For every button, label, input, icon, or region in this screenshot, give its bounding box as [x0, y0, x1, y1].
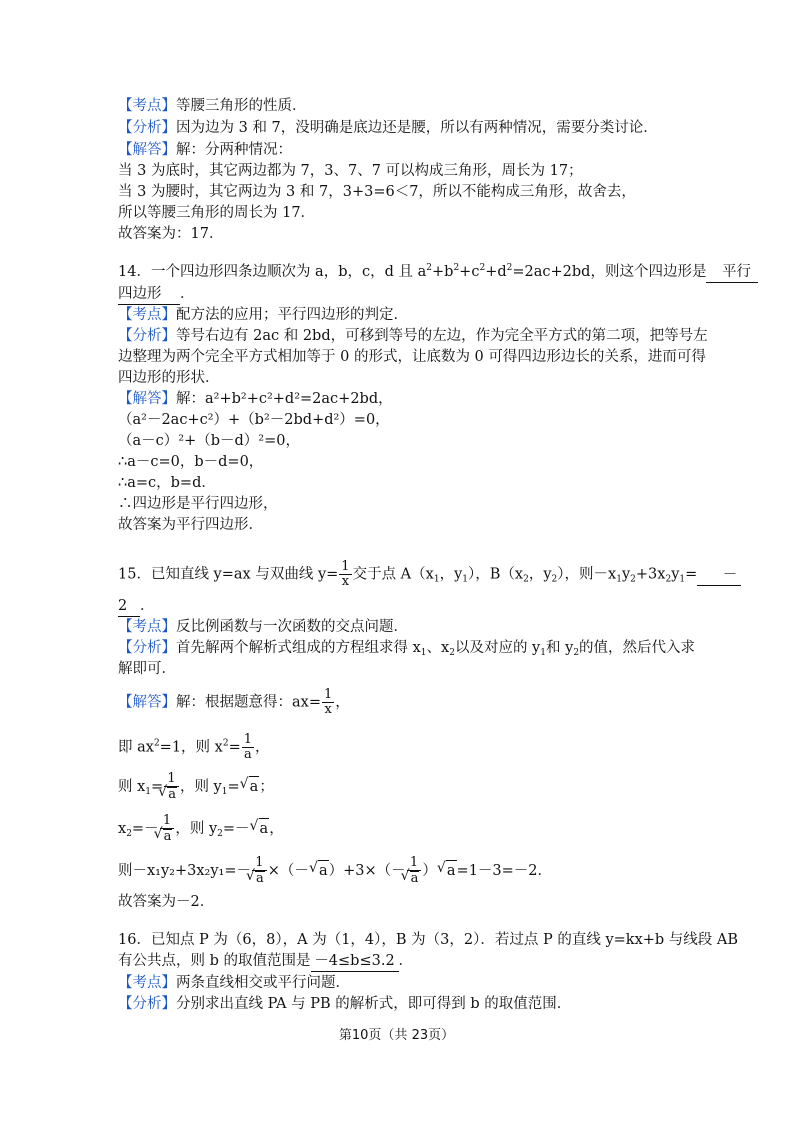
fraction-1-over-x: $\frac{1}{x}$ [341, 559, 350, 589]
p13-line3: 所以等腰三角形的周长为 17． [118, 205, 316, 221]
p14-answer: 故答案为平行四边形． [118, 517, 263, 533]
p14-kaodian: 配方法的应用；平行四边形的判定． [176, 307, 408, 323]
p15-fenxi5: 的值，然后代入求 [579, 640, 696, 656]
p15-jieda: 解：根据题意得：ax= [176, 694, 321, 711]
p16-kaodian: 两条直线相交或平行问题． [176, 975, 350, 991]
p15-s5c: ）+3×（－ [328, 863, 406, 879]
p15-answer-blank-2: 2 [118, 596, 140, 617]
p13-line1: 当 3 为底时，其它两边都为 7，3、7、7 可以构成三角形，周长为 17； [118, 163, 583, 179]
p14-q-c: +c [459, 264, 480, 280]
p14-fenxi-line1 [118, 326, 708, 346]
jieda-label: 【解答】 [118, 142, 176, 158]
p15-s3a: 则 x [118, 779, 146, 795]
p16-fenxi: 分别求出直线 PA 与 PB 的解析式，即可得到 b 的取值范围． [176, 996, 572, 1012]
kaodian-label: 【考点】 [118, 307, 176, 323]
p15-q5: ，y [528, 566, 552, 583]
p16-kaodian-line [118, 973, 350, 993]
p13-kaodian: 等腰三角形的性质． [176, 98, 307, 114]
p15-s4b: =－ [131, 821, 159, 837]
p15-s5e: =1－3=－2． [456, 863, 553, 879]
p14-step4: ∴a－c=0，b－d=0， [118, 454, 264, 470]
p15-fenxi1: 首先解两个解析式组成的方程组求得 x [176, 640, 421, 656]
p15-fenxi2: 、x [426, 640, 450, 656]
kaodian-label: 【考点】 [118, 975, 176, 991]
p14-j1: 解：a²+b²+c²+d²=2ac+2bd， [176, 391, 393, 407]
p13-fenxi: 因为边为 3 和 7，没明确是底边还是腰，所以有两种情况，需要分类讨论． [176, 120, 658, 136]
fenxi-label: 【分析】 [118, 640, 176, 656]
p15-step2: 即 $ax^2=1$，则 $x^2=$ $\frac{1}{a}$ ， [118, 732, 270, 762]
p14-answer-blank-1: 平行 [706, 262, 758, 283]
p15-s3b: = [151, 779, 164, 795]
p15-s3e: ； [259, 779, 274, 795]
p15-s4e: ， [269, 821, 284, 837]
page-footer: 第10页（共 23页） [338, 1028, 455, 1043]
p14-jieda-line1 [118, 389, 393, 409]
p14-fenxi-line3: 四边形的形状． [118, 370, 220, 386]
p16-q3: ． [398, 953, 413, 969]
p15-answer: 故答案为－2． [118, 894, 215, 910]
p15-s3c: ，则 y [179, 779, 222, 795]
sqrt-a: √ a [259, 818, 270, 839]
p14-step2: （a²－2ac+c²）+（b²－2bd+d²）=0， [118, 412, 390, 428]
p15-fenxi3: 以及对应的 y [454, 640, 541, 656]
p15-q10: = [685, 566, 698, 583]
p15-q7: y [621, 566, 631, 583]
p15-q6: ），则－x [557, 566, 617, 583]
p15-step3: 则 $x_1=$ 1 √ a ，则 $y_1=√$ a； [118, 772, 274, 802]
p14-q-b: +b [432, 264, 454, 280]
p14-step3: （a－c）²+（b－d）²=0， [118, 433, 300, 449]
p15-q9: y [671, 566, 680, 583]
p15-s5d: ） [422, 863, 437, 879]
kaodian-label: 【考点】 [118, 619, 176, 635]
p13-kaodian-line [118, 96, 307, 116]
p15-fenxi4: 和 y [546, 640, 574, 656]
p14-kaodian-line [118, 305, 408, 325]
p15-kaodian: 反比例函数与一次函数的交点问题． [176, 619, 408, 635]
p15-question-line1: 15．已知直线 y=ax 与双曲线 y= $\frac{1}{x}$ 交于点 $A(x_1$，$y_1$），$B(x_2$，$y_2$），则$-x_1y_2+3x_2y_1=$ － [118, 560, 741, 589]
p16-fenxi-line [118, 994, 571, 1014]
p15-q4: ），B（x [468, 566, 524, 583]
p14-fenxi-line2: 边整理为两个完全平方式相加等于 0 的形式，让底数为 0 可得四边形边长的关系，进而可得 [118, 349, 706, 365]
fenxi-label: 【分析】 [118, 996, 176, 1012]
p15-q3: ，y [439, 566, 463, 583]
p15-q8: +3x [635, 566, 666, 583]
p15-q2: 交于点 A（x [352, 566, 434, 583]
p14-step6: ∴四边形是平行四边形， [118, 496, 278, 512]
p15-s4a: x [118, 821, 127, 837]
p13-jieda-line [118, 140, 292, 160]
fenxi-label: 【分析】 [118, 328, 176, 344]
jieda-label: 【解答】 [118, 694, 176, 711]
fraction-1-over-x: $\frac{1}{x}$ [323, 687, 333, 717]
p15-question-line2: 2 ． [118, 596, 155, 617]
p15-s2c: = [228, 739, 241, 756]
fraction-1-over-sqrt-a: 1 √ a [160, 814, 175, 844]
p14-answer-blank-2: 四边形 [118, 284, 180, 305]
fraction-1-over-a: $\frac{1}{a}$ [243, 732, 253, 762]
fraction-1-over-sqrt-a: 1 √ a [407, 856, 422, 886]
p16-q2: 有公共点，则 b 的取值范围是 [118, 953, 311, 969]
p15-s4c: ，则 y [175, 821, 218, 837]
p15-fenxi-line2: 解即可． [118, 661, 176, 677]
fraction-1-over-sqrt-a: 1 √ a [252, 856, 267, 886]
p16-answer-blank: －4≤b≤3.2 [311, 951, 399, 972]
p15-step4: $x_2=-$ 1 √ a ，则 $y_2=-√$ a， [118, 814, 284, 844]
p14-question-line1: 14．一个四边形四条边顺次为 a，b，c，d 且 $a^2+b^2+c^2+d^2=2ac+2bd$，则这个四边形是 平行 [118, 262, 758, 283]
p16-question-line1: 16．已知点 P 为（6，8），A 为（1，4），B 为（3，2）．若过点 P 的直线 y=kx+b 与线段 AB [118, 932, 739, 948]
p13-fenxi-line [118, 118, 658, 138]
p15-s4d: =－ [222, 821, 250, 837]
p13-line2: 当 3 为腰时，其它两边为 3 和 7，3+3=6＜7，所以不能构成三角形，故舍去， [118, 184, 636, 200]
p13-answer: 故答案为：17． [118, 226, 224, 242]
p14-q-a: 14．一个四边形四条边顺次为 a，b，c，d 且 a [118, 264, 427, 280]
p15-jieda-line: 【解答】解：根据题意得：ax= $\frac{1}{x}$ ， [118, 687, 350, 717]
jieda-label: 【解答】 [118, 391, 176, 407]
p14-question-line2: 四边形 ． [118, 284, 195, 305]
p14-fenxi1: 等号右边有 2ac 和 2bd，可移到等号的左边，作为完全平方式的第二项，把等号左 [176, 328, 708, 344]
p15-s2b: =1，则 x [159, 739, 223, 756]
p15-s5: 则－x₁y₂+3x₂y₁=－ [118, 863, 252, 879]
fraction-1-over-sqrt-a: 1 √ a [164, 772, 179, 802]
p15-s5b: ×（－ [267, 863, 309, 879]
kaodian-label: 【考点】 [118, 98, 176, 114]
p15-q1: 15．已知直线 y=ax 与双曲线 y= [118, 566, 339, 583]
p15-fenxi-line1: 【分析】首先解两个解析式组成的方程组求得 $x_1$、$x_2$以及对应的 $y_1$和 $y_2$的值，然后代入求 [118, 640, 696, 658]
sqrt-a: √ a [318, 860, 329, 881]
p15-kaodian-line [118, 617, 408, 637]
p14-q-d: +d [485, 264, 507, 280]
p14-step5: ∴a=c，b=d． [118, 475, 216, 491]
p15-step5 [118, 856, 552, 886]
sqrt-a: √ a [249, 776, 260, 797]
fenxi-label: 【分析】 [118, 120, 176, 136]
p14-q-e: =2ac+2bd，则这个四边形是 [512, 264, 707, 280]
p15-s2a: 即 ax [118, 739, 154, 756]
sqrt-a: √ a [446, 860, 457, 881]
p16-question-line2 [118, 951, 413, 972]
p15-s3d: = [227, 779, 240, 795]
p13-jieda: 解：分两种情况： [176, 142, 292, 158]
p15-answer-blank-1: － [697, 565, 741, 586]
